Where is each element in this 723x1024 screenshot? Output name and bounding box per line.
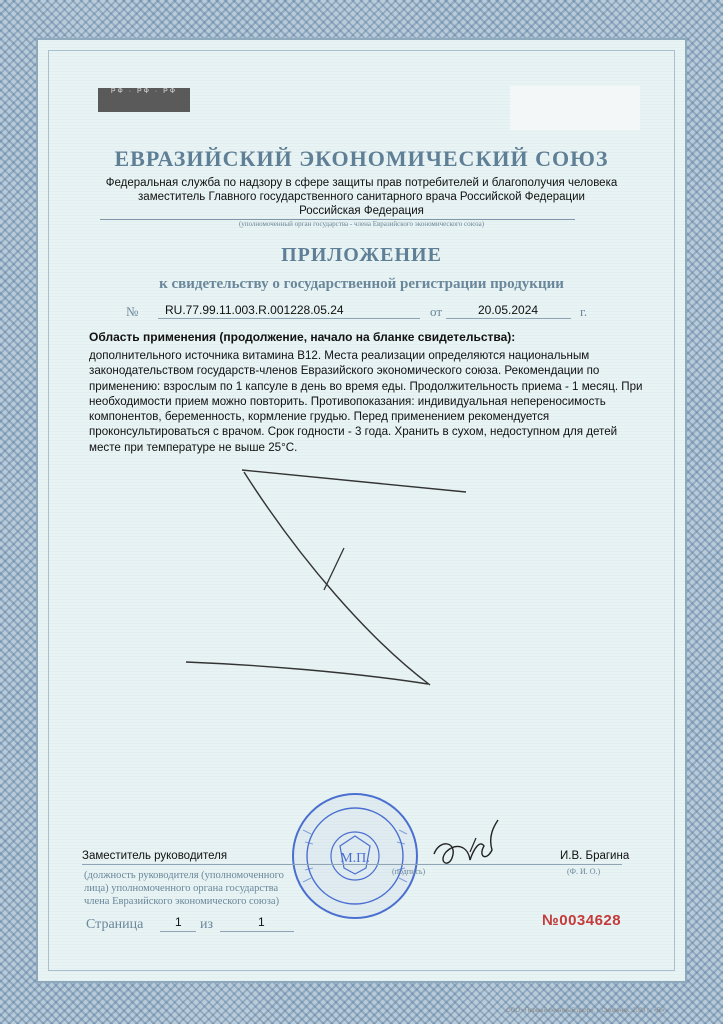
of-label: из <box>200 917 214 932</box>
page-number-underline <box>160 931 196 932</box>
org-line-1: Федеральная служба по надзору в сфере защиты прав потребителей и благополучия человека <box>105 177 618 189</box>
page-label: Страница <box>86 917 144 932</box>
org-line-3: Российская Федерация <box>299 205 424 217</box>
printer-imprint: ООО «Первый печатный двор», г. Смоленск, 2023 г., «В» <box>506 1008 665 1014</box>
scope-text: дополнительного источника витамина B12. Места реализации определяются национальным законодательством государств-членов Евразийского экономического союза. Рекомендации по применению: взрослым по 1 капсуле в день во время еды. Продолжительность приема - 1 месяц. При необходимости прием можно повторить. Противопоказания: индивидуальная непереносимость компонентов, беременность, кормление грудью. Перед применением рекомендуется проконсультироваться с врачом. Срок годности - 3 года. Хранить в сухом, недоступном для детей месте при температуре не выше 25°С. <box>89 349 643 454</box>
org-line-2: заместитель Главного государственного санитарного врача Российской Федерации <box>138 191 585 203</box>
signer-name: И.В. Брагина <box>560 850 630 862</box>
annex-title: ПРИЛОЖЕНИЕ <box>281 244 442 266</box>
position-caption-3: члена Евразийского экономического союза) <box>84 896 280 907</box>
scope-heading: Область применения (продолжение, начало на бланке свидетельства): <box>89 330 516 344</box>
registration-number: RU.77.99.11.003.R.001228.05.24 <box>165 303 344 317</box>
signature-underline <box>82 864 622 865</box>
page-number: 1 <box>175 915 182 929</box>
position-caption-1: (должность руководителя (уполномоченного <box>84 870 284 881</box>
barcode: РФ · РФ · РФ <box>98 88 190 112</box>
position-caption-2: лица) уполномоченного органа государства <box>84 883 279 894</box>
year-suffix: г. <box>580 304 588 319</box>
annex-subtitle: к свидетельству о государственной регистрации продукции <box>159 276 564 292</box>
org-caption: (уполномоченный орган государства - члена Евразийского экономического союза) <box>238 220 485 228</box>
total-pages: 1 <box>258 915 265 929</box>
registration-date: 20.05.2024 <box>478 303 539 317</box>
date-from-label: от <box>430 304 443 319</box>
serial-number: №0034628 <box>542 912 622 929</box>
seal-center-text: М.П. <box>340 851 370 866</box>
number-sign: № <box>126 304 139 319</box>
union-title: ЕВРАЗИЙСКИЙ ЭКОНОМИЧЕСКИЙ СОЮЗ <box>114 146 609 171</box>
total-pages-underline <box>220 931 294 932</box>
name-caption: (Ф. И. О.) <box>567 867 601 876</box>
signature-caption: (подпись) <box>392 867 426 876</box>
signer-position: Заместитель руководителя <box>82 850 228 862</box>
